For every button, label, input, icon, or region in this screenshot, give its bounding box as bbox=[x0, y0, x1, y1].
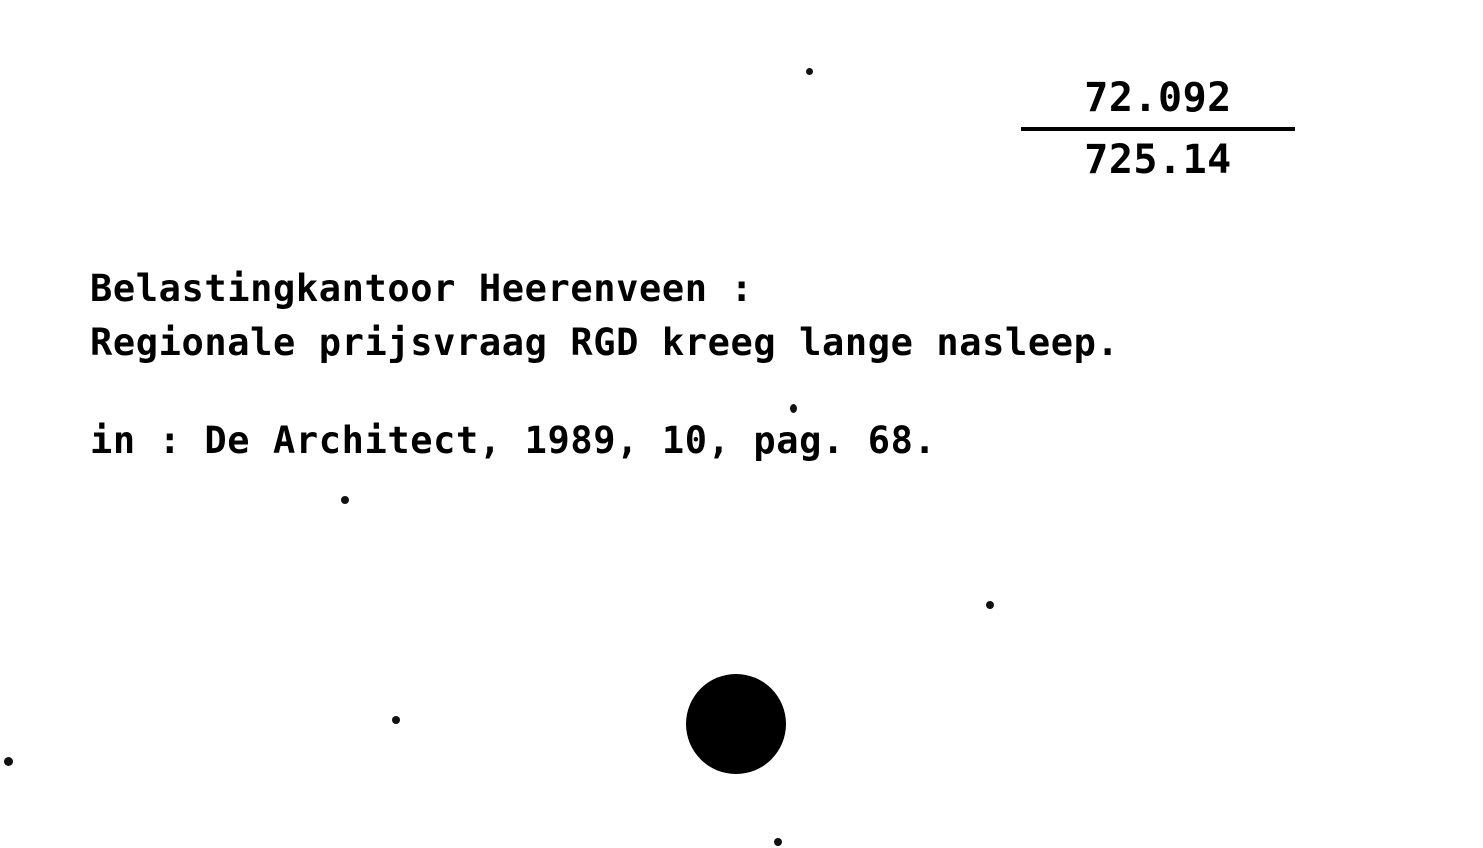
scan-speckle bbox=[806, 68, 813, 75]
scan-speckle bbox=[774, 838, 782, 846]
scan-speckle bbox=[341, 496, 349, 504]
classmark-bottom-number: 725.14 bbox=[1084, 136, 1232, 183]
record-title bbox=[90, 262, 1119, 369]
classmark-top-number: 72.092 bbox=[1084, 75, 1232, 121]
scan-speckle bbox=[790, 404, 797, 413]
record-title-line-2: Regionale prijsvraag RGD kreeg lange nasleep. bbox=[90, 320, 1120, 364]
punch-hole-icon bbox=[686, 674, 786, 774]
scan-speckle bbox=[392, 716, 400, 724]
record-source-citation: in : De Architect, 1989, 10, pag. 68. bbox=[90, 419, 937, 462]
scan-speckle bbox=[4, 757, 13, 766]
record-title-line-1: Belastingkantoor Heerenveen : bbox=[90, 267, 754, 310]
classification-mark bbox=[1018, 72, 1298, 187]
scan-speckle bbox=[986, 601, 994, 609]
